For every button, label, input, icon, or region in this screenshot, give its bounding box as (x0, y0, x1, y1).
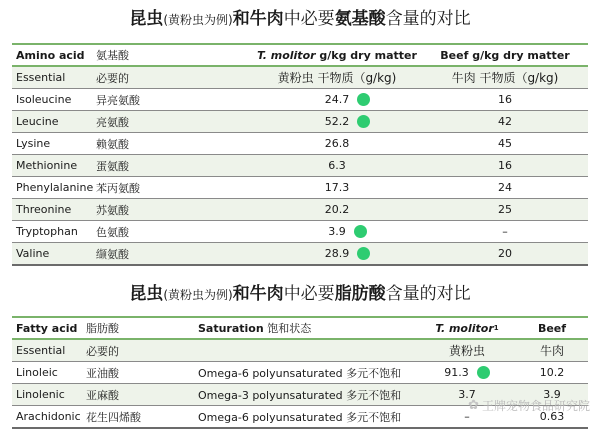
fatty-name-cn (86, 406, 141, 427)
amino-name-en (16, 177, 93, 198)
fatty-name-en (16, 384, 65, 405)
fatty-saturation-text: Omega-6 polyunsaturated 多元不饱和 (198, 366, 402, 380)
amino-subheader-en: Essential (16, 71, 66, 84)
amino-name-en-text: Tryptophan (16, 225, 78, 238)
fatty-name-cn (86, 384, 119, 405)
fatty-beef-value-text: 0.63 (539, 410, 565, 423)
amino-tm-value-text: 28.9 (324, 247, 350, 260)
amino-tm-value-text: 52.2 (324, 115, 350, 128)
fatty-name-en-text: Linoleic (16, 366, 58, 379)
amino-tm-value (257, 243, 417, 264)
amino-name-en (16, 133, 50, 154)
fatty-subheader-en: Essential (16, 344, 66, 357)
amino-beef-value (430, 89, 580, 110)
watermark (468, 397, 590, 414)
table-row (12, 89, 588, 111)
fatty-subheader-cn: 必要的 (86, 344, 119, 358)
fatty-subheader-row (12, 340, 588, 362)
higher-value-dot (477, 366, 490, 379)
amino-beef-value (430, 199, 580, 220)
amino-name-en-text: Phenylalanine (16, 181, 94, 194)
fatty-name-en-text: Linolenic (16, 388, 65, 401)
amino-name-cn (96, 177, 140, 198)
fatty-tm-value (432, 362, 502, 383)
amino-tm-value (257, 133, 417, 154)
table-row (12, 155, 588, 177)
amino-beef-value-text: – (502, 225, 508, 238)
fatty-tm-value-text: 91.3 (444, 366, 469, 379)
higher-value-dot (354, 225, 367, 238)
amino-rows (12, 89, 588, 266)
amino-acid-title: 昆虫(黄粉虫为例)和牛肉中必要氨基酸含量的对比 (129, 9, 471, 29)
amino-name-en-text: Threonine (16, 203, 72, 216)
amino-name-cn (96, 89, 140, 110)
fatty-tm-value-text: – (464, 410, 470, 423)
fatty-header-col4: Beef (537, 321, 567, 335)
amino-name-en-text: Methionine (16, 159, 78, 172)
table-row (12, 221, 588, 243)
amino-beef-value-text: 45 (498, 137, 512, 150)
fatty-beef-value (522, 362, 582, 383)
amino-header-col3: Beef g/kg dry matter (440, 48, 570, 62)
amino-tm-value-text: 26.8 (324, 137, 350, 150)
fatty-table-header (12, 316, 588, 340)
amino-name-cn-text: 异亮氨酸 (96, 93, 140, 107)
fatty-saturation (198, 406, 401, 427)
amino-header-col1-cn: 氨基酸 (96, 49, 129, 62)
amino-subheader-col3: 牛肉 干物质（g/kg) (451, 71, 559, 85)
amino-name-cn-text: 赖氨酸 (96, 137, 129, 151)
table-row (12, 133, 588, 155)
amino-name-en (16, 243, 49, 264)
table-row (12, 177, 588, 199)
amino-beef-value (430, 243, 580, 264)
fatty-saturation-text: Omega-3 polyunsaturated 多元不饱和 (198, 388, 402, 402)
table-row (12, 199, 588, 221)
table-row (12, 243, 588, 266)
amino-name-cn-text: 苏氨酸 (96, 203, 129, 217)
fatty-acid-title: 昆虫(黄粉虫为例)和牛肉中必要脂肪酸含量的对比 (129, 284, 471, 304)
amino-name-cn (96, 133, 129, 154)
amino-beef-value (430, 155, 580, 176)
amino-name-cn (96, 243, 129, 264)
amino-beef-value-text: 42 (498, 115, 512, 128)
amino-tm-value (257, 177, 417, 198)
amino-beef-value (430, 111, 580, 132)
amino-name-en (16, 111, 59, 132)
amino-name-cn (96, 221, 129, 242)
amino-name-en (16, 221, 78, 242)
amino-tm-value-text: 3.9 (328, 225, 346, 238)
amino-tm-value-text: 17.3 (324, 181, 350, 194)
amino-name-en-text: Leucine (16, 115, 59, 128)
amino-header-col1-en: Amino acid (16, 48, 85, 62)
fatty-tm-value-text: 3.7 (458, 388, 476, 401)
fatty-name-cn-text: 花生四烯酸 (86, 410, 141, 424)
amino-name-cn (96, 155, 129, 176)
amino-table-header (12, 43, 588, 67)
fatty-header-col1-en: Fatty acid (16, 321, 78, 335)
fatty-header-col3: T. molitor 1 (435, 321, 499, 335)
fatty-beef-value-text: 10.2 (539, 366, 565, 379)
higher-value-dot (357, 247, 370, 260)
higher-value-dot (357, 93, 370, 106)
amino-tm-value-text: 20.2 (324, 203, 350, 216)
amino-name-cn-text: 缬氨酸 (96, 247, 129, 261)
amino-beef-value-text: 20 (498, 247, 512, 260)
amino-beef-value (430, 177, 580, 198)
watermark-text: 王牌宠物食品研究院 (481, 399, 590, 413)
fatty-name-en (16, 406, 81, 427)
fatty-beef-value-text: 3.9 (543, 388, 561, 401)
amino-name-en-text: Valine (16, 247, 50, 260)
table-row (12, 111, 588, 133)
amino-name-cn-text: 蛋氨酸 (96, 159, 129, 173)
fatty-header-col2: Saturation 饱和状态 (198, 321, 312, 335)
amino-beef-value-text: 24 (498, 181, 512, 194)
amino-name-en-text: Isoleucine (16, 93, 72, 106)
amino-tm-value (257, 111, 417, 132)
amino-beef-value-text: 16 (498, 93, 512, 106)
amino-beef-value-text: 25 (498, 203, 512, 216)
amino-subheader-col2: 黄粉虫 干物质（g/kg) (277, 71, 397, 85)
amino-tm-value (257, 89, 417, 110)
amino-tm-value (257, 221, 417, 242)
fatty-name-cn (86, 362, 119, 383)
amino-subheader-row (12, 67, 588, 89)
fatty-name-cn-text: 亚麻酸 (86, 388, 119, 402)
higher-value-dot (357, 115, 370, 128)
table-row (12, 362, 588, 384)
amino-name-en (16, 199, 71, 220)
fatty-name-cn-text: 亚油酸 (86, 366, 119, 380)
amino-name-en (16, 89, 71, 110)
amino-beef-value-text: 16 (498, 159, 512, 172)
amino-name-cn (96, 199, 129, 220)
amino-name-cn-text: 苯丙氨酸 (96, 181, 140, 195)
amino-name-en-text: Lysine (16, 137, 51, 150)
amino-name-en (16, 155, 77, 176)
fatty-header-col1-cn: 脂肪酸 (86, 322, 119, 335)
amino-tm-value (257, 199, 417, 220)
amino-header-col2: T. molitor g/kg dry matter (257, 48, 417, 62)
fatty-saturation (198, 362, 401, 383)
amino-tm-value-text: 6.3 (328, 159, 346, 172)
wechat-icon: ✿ (468, 398, 479, 413)
amino-beef-value (430, 221, 580, 242)
fatty-subheader-col3: 黄粉虫 (448, 344, 485, 358)
amino-tm-value-text: 24.7 (324, 93, 350, 106)
fatty-saturation (198, 384, 401, 405)
fatty-subheader-col4: 牛肉 (539, 344, 564, 358)
amino-subheader-cn: 必要的 (96, 71, 129, 85)
amino-name-cn (96, 111, 129, 132)
fatty-rows (12, 362, 588, 429)
amino-tm-value (257, 155, 417, 176)
fatty-saturation-text: Omega-6 polyunsaturated 多元不饱和 (198, 410, 402, 424)
amino-name-cn-text: 亮氨酸 (96, 115, 129, 129)
amino-beef-value (430, 133, 580, 154)
amino-name-cn-text: 色氨酸 (96, 225, 129, 239)
amino-acid-table (12, 43, 588, 266)
fatty-name-en-text: Arachidonic (16, 410, 81, 423)
fatty-name-en (16, 362, 58, 383)
